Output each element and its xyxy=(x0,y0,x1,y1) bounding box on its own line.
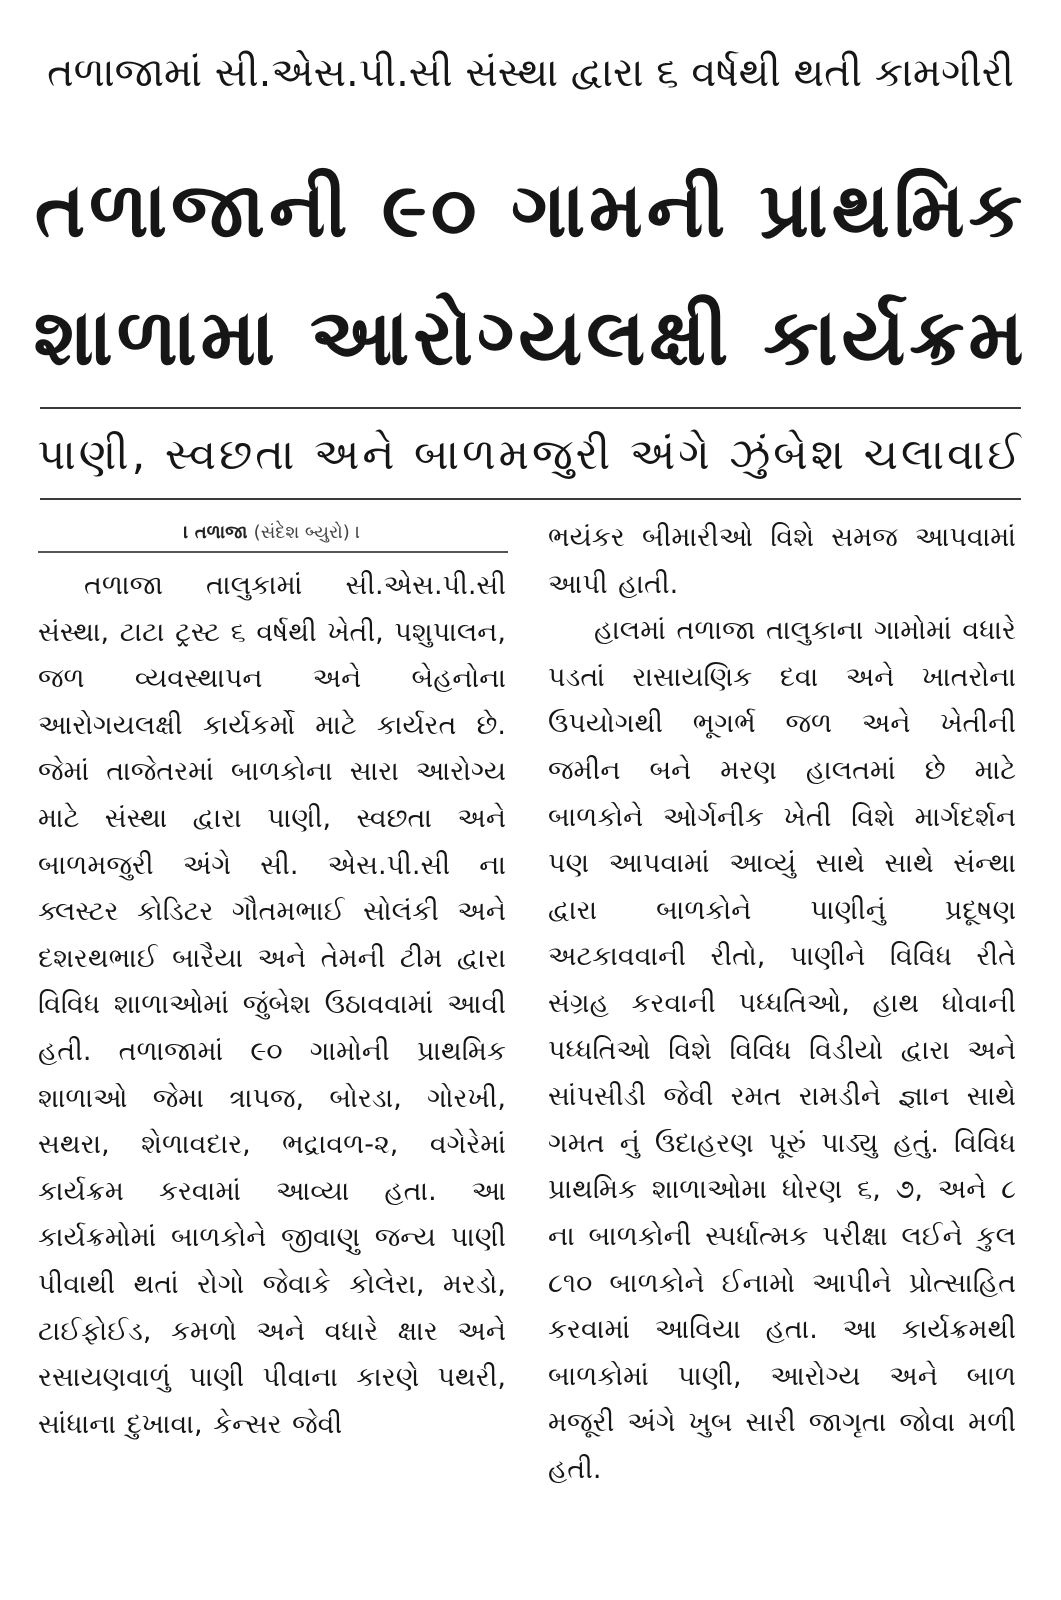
subhead-top-rule xyxy=(40,407,1021,409)
body-paragraph-continued: ભયંકર બીમારીઓ વિશે સમજ આપવામાં આપી હાતી. xyxy=(548,522,1016,600)
kicker-line: તળાજામાં સી.એસ.પી.સી સંસ્થા દ્વારા ૬ વર્ષથી થતી કામગીરી xyxy=(47,50,1014,96)
subhead-bottom-rule xyxy=(40,498,1021,500)
headline-line-1: તળાજાની ૯૦ ગામની પ્રાથમિક xyxy=(34,165,1027,254)
article-column-right xyxy=(548,515,1016,1493)
dateline xyxy=(38,515,506,551)
subheadline: પાણી, સ્વછતા અને બાળમજુરી અંગે ઝુંબેશ ચલાવાઈ xyxy=(37,430,1024,480)
body-paragraph-1: તળાજા તાલુકામાં સી.એસ.પી.સી સંસ્થા, ટાટા ટ્રસ્ટ ૬ વર્ષથી ખેતી, પશુપાલન, જળ વ્યવસ્થાપન અને બેહનોના આરોગયલક્ષી કાર્યકર્મો માટે કાર્યરત છે. જેમાં તાજેતરમાં બાળકોના સારા આરોગ્ય માટે સંસ્થા દ્વારા પાણી, સ્વછતા અને બાળમજુરી અંગે સી. એસ.પી.સી ના ક્લસ્ટર કોડિટર ગૌતમભાઈ સોલંકી અને દશરથભાઈ બારૈયા અને તેમની ટીમ દ્વારા વિવિધ શાળાઓમાં જુંબેશ ઉઠાવવામાં આવી હતી. તળાજામાં ૯૦ ગામોની પ્રાથમિક શાળાઓ જેમા ત્રાપજ, બોરડા, ગોરખી, સથરા, શેળાવદાર, ભદ્રાવળ-૨, વગેરેમાં કાર્યક્રમ કરવામાં આવ્યા હતા. આ કાર્યક્રમોમાં બાળકોને જીવાણુ જન્ય પાણી પીવાથી થતાં રોગો જેવાકે કોલેરા, મરડો, ટાઈફોઈડ, કમળો અને વધારે ક્ષાર અને રસાયણવાળું પાણી પીવાના કારણે પથરી, સાંધાના દુખાવા, કેન્સર જેવી xyxy=(38,570,506,1440)
article-column-left xyxy=(38,515,506,1448)
headline-line-2: શાળામા આરોગ્યલક્ષી કાર્યક્રમ xyxy=(33,293,1028,383)
body-paragraph-2: હાલમાં તળાજા તાલુકાના ગામોમાં વધારે પડતાં રાસાયણિક દવા અને ખાતરોના ઉપયોગથી ભૂગર્ભ જળ અને ખેતીની જમીન બને મરણ હાલતમાં છે માટે બાળકોને ઓર્ગનીક ખેતી વિશે માર્ગદર્શન પણ આપવામાં આવ્યું સાથે સાથે સંન્થા દ્વારા બાળકોને પાણીનું પ્રદૂષણ અટકાવવાની રીતો, પાણીને વિવિધ રીતે સંગ્રહ કરવાની પધ્ધતિઓ, હાથ ધોવાની પધ્ધતિઓ વિશે વિવિધ વિડીયો દ્વારા અને સાંપસીડી જેવી રમત રામડીને જ્ઞાન સાથે ગમત નું ઉદાહરણ પૂરું પાડ્યુ હતું. વિવિધ પ્રાથમિક શાળાઓમા ધોરણ ૬, ૭, અને ૮ ના બાળકોની સ્પર્ધાત્મક પરીક્ષા લઈને કુલ ૮૧૦ બાળકોને ઈનામો આપીને પ્રોત્સાહિત કરવામાં આવિયા હતા. આ કાર્યક્રમથી બાળકોમાં પાણી, આરોગ્ય અને બાળ મજૂરી અંગે ખુબ સારી જાગૃતા જોવા મળી હતી. xyxy=(548,615,1016,1485)
dateline-rule xyxy=(38,551,508,553)
dateline-source: (સંદેશ બ્યુરો) । xyxy=(253,522,361,543)
dateline-place: । તળાજા xyxy=(183,522,248,543)
